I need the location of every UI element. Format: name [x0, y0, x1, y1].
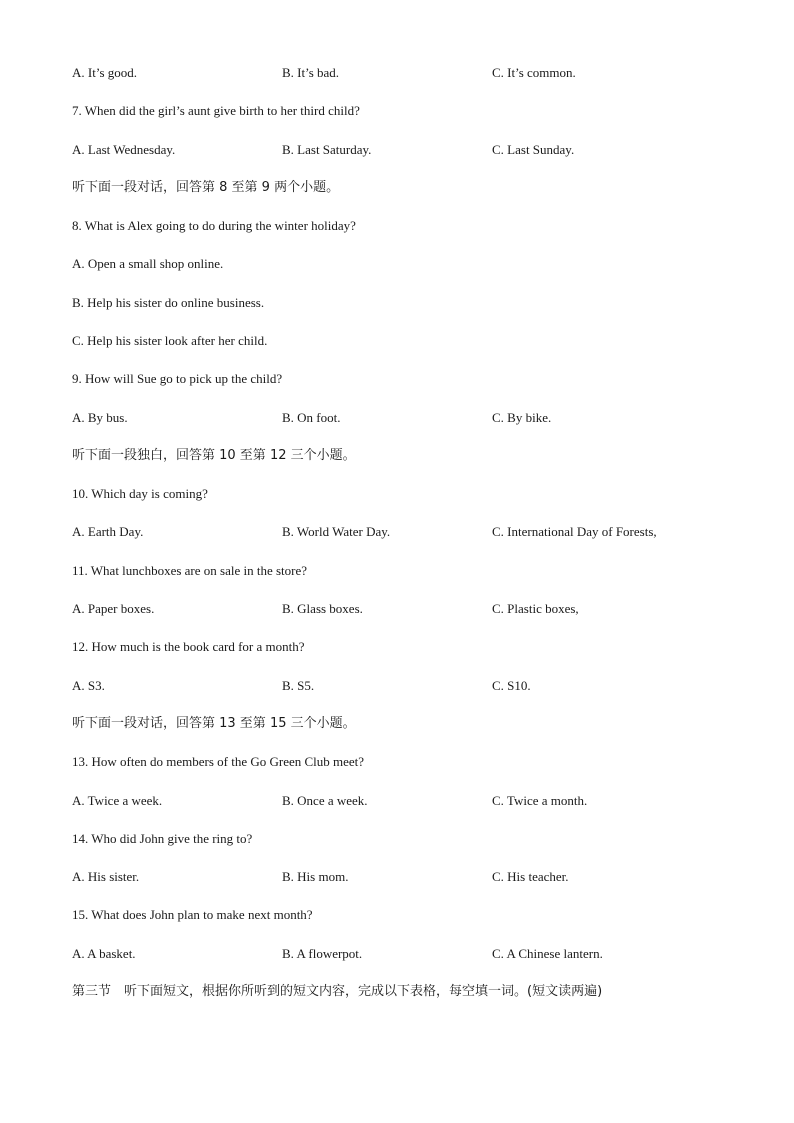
q14-option-b: B. His mom. [282, 869, 349, 884]
q10-option-b: B. World Water Day. [282, 524, 391, 539]
q10-option-c: C. International Day of Forests, [492, 524, 657, 539]
q7-option-a: A. Last Wednesday. [72, 142, 176, 157]
q11-option-b: B. Glass boxes. [282, 601, 363, 616]
q14-question: 14. Who did John give the ring to? [72, 831, 253, 846]
q15-question: 15. What does John plan to make next month? [72, 907, 313, 922]
q9-option-c: C. By bike. [492, 410, 552, 425]
q15-option-c: C. A Chinese lantern. [492, 946, 603, 961]
q7-option-c: C. Last Sunday. [492, 142, 575, 157]
q7-question: 7. When did the girl’s aunt give birth to her third child? [72, 103, 360, 118]
instruction-10-12: 听下面一段独白，回答第 10 至第 12 三个小题。 [72, 448, 356, 463]
q8-option-a: A. Open a small shop online. [72, 256, 224, 271]
q15-option-a: A. A basket. [72, 946, 136, 961]
q8-option-b: B. Help his sister do online business. [72, 295, 265, 310]
q8-question: 8. What is Alex going to do during the winter holiday? [72, 218, 356, 233]
q6-option-c: C. It’s common. [492, 65, 576, 80]
q11-option-a: A. Paper boxes. [72, 601, 155, 616]
q12-option-b: B. S5. [282, 678, 315, 693]
q15-option-b: B. A flowerpot. [282, 946, 363, 961]
q11-option-c: C. Plastic boxes, [492, 601, 579, 616]
q10-question: 10. Which day is coming? [72, 486, 208, 501]
q7-option-b: B. Last Saturday. [282, 142, 372, 157]
q13-question: 13. How often do members of the Go Green Club meet? [72, 754, 365, 769]
q9-question: 9. How will Sue go to pick up the child? [72, 371, 283, 386]
q12-option-a: A. S3. [72, 678, 105, 693]
q13-option-a: A. Twice a week. [72, 793, 163, 808]
instruction-8-9: 听下面一段对话，回答第 8 至第 9 两个小题。 [72, 180, 340, 195]
q8-option-c: C. Help his sister look after her child. [72, 333, 268, 348]
q6-option-b: B. It’s bad. [282, 65, 340, 80]
q9-option-b: B. On foot. [282, 410, 341, 425]
q6-option-a: A. It’s good. [72, 65, 137, 80]
section-3-instruction: 第三节 听下面短文，根据你所听到的短文内容，完成以下表格，每空填一词。(短文读两遍) [72, 984, 603, 999]
q13-option-c: C. Twice a month. [492, 793, 588, 808]
q11-question: 11. What lunchboxes are on sale in the store? [72, 563, 308, 578]
q12-question: 12. How much is the book card for a month? [72, 639, 305, 654]
q9-option-a: A. By bus. [72, 410, 128, 425]
instruction-13-15: 听下面一段对话，回答第 13 至第 15 三个小题。 [72, 716, 356, 731]
q13-option-b: B. Once a week. [282, 793, 368, 808]
q12-option-c: C. S10. [492, 678, 531, 693]
q14-option-a: A. His sister. [72, 869, 140, 884]
q10-option-a: A. Earth Day. [72, 524, 144, 539]
q14-option-c: C. His teacher. [492, 869, 569, 884]
